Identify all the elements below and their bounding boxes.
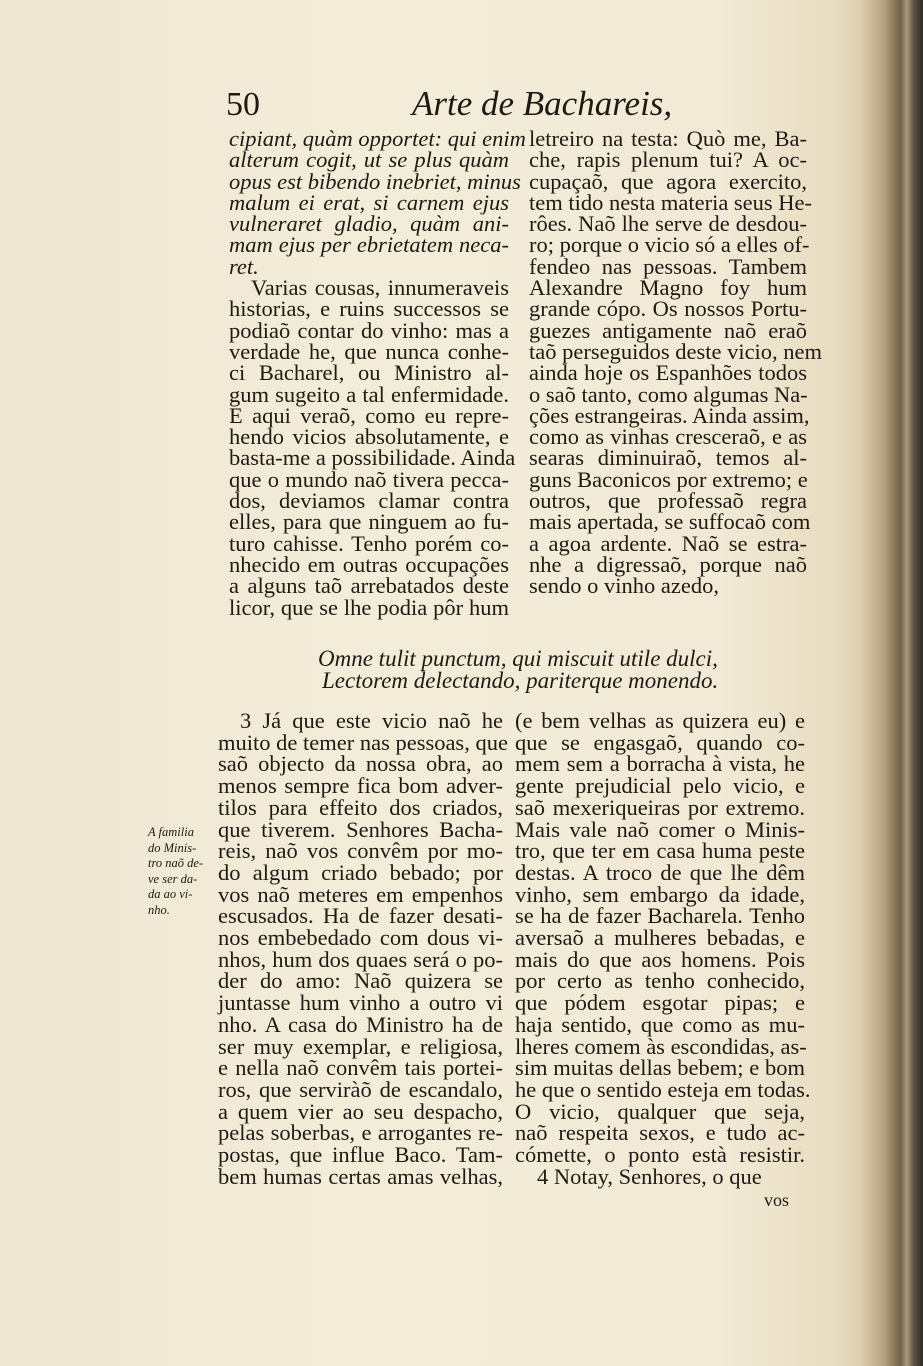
text-line: letreiro na testa: Quò me, Ba- — [529, 126, 807, 151]
page-gutter-shadow — [860, 0, 900, 1366]
text-line: basta-me a possibilidade. Ainda — [229, 445, 516, 471]
text-line: a agoa ardente. Naõ se estra- — [529, 530, 807, 556]
text-line: turo cahisse. Tenho porém co- — [229, 530, 509, 556]
catchword: vos — [764, 1190, 790, 1210]
text-line: malum ei erat, si carnem ejus — [229, 189, 509, 215]
text-line: e nella naõ convêm tais portei- — [218, 1055, 503, 1081]
text-line: a quem vier ao seu despacho, — [218, 1098, 503, 1124]
text-line: historias, e ruins successos se — [229, 296, 509, 322]
text-line: gum sugeito a tal enfermidade. — [229, 381, 509, 407]
text-line: saõ mexeriqueiras por extremo. — [515, 794, 805, 820]
text-line: mem sem a borracha à vista, he — [515, 751, 805, 777]
text-line: outros, que professaõ regra — [529, 488, 807, 514]
text-line: E aqui veraõ, como eu repre- — [229, 402, 509, 428]
margin-note-line: tro naõ de- — [148, 856, 204, 870]
text-line: verdade he, que nunca conhe- — [229, 338, 509, 364]
verse-line: Omne tulit punctum, qui miscuit utile dulci, — [318, 646, 718, 671]
text-line: naõ respeita sexos, e tudo ac- — [515, 1120, 805, 1146]
text-line: Alexandre Magno foy hum — [529, 275, 807, 301]
page-number: 50 — [226, 86, 260, 123]
margin-note — [148, 825, 218, 918]
text-line: der do amo: Naõ quizera se — [218, 968, 503, 994]
text-line: sendo o vinho azedo, — [529, 573, 719, 599]
text-line: ret. — [229, 253, 259, 279]
text-line: O vicio, qualquer que seja, — [515, 1098, 805, 1124]
text-line: mam ejus per ebrietatem neca- — [229, 232, 509, 258]
text-line: ções estrangeiras. Ainda assim, — [529, 402, 810, 428]
text-line: 4 Notay, Senhores, o que — [537, 1163, 762, 1189]
text-line: o saõ tanto, como algumas Na- — [529, 381, 808, 407]
text-line: aversaõ a mulheres bebadas, e — [515, 925, 805, 951]
text-line: cómette, o ponto està resistir. — [515, 1142, 805, 1168]
text-line: nos embebedado com dous vi- — [218, 925, 503, 951]
text-line: pelas soberbas, e arrogantes re- — [218, 1120, 503, 1146]
text-line: destas. A troco de que lhe dêm — [515, 859, 805, 885]
column-left-bottom — [218, 708, 508, 1189]
text-line: reis, naõ vos convêm por mo- — [218, 838, 503, 864]
text-line: como as vinhas cresceraõ, e as — [529, 424, 807, 450]
text-line: mais apertada, se suffocaõ com — [529, 509, 811, 535]
text-line: opus est bibendo inebriet, minus — [229, 168, 521, 194]
margin-note-line: ve ser da- — [148, 871, 198, 886]
text-line: searas diminuiraõ, temos al- — [529, 445, 807, 471]
margin-note-line: nho. — [148, 902, 170, 917]
page-stack-edge — [900, 0, 923, 1366]
text-line: cipiant, quàm opportet: qui enim — [229, 126, 526, 151]
text-line: muito de temer nas pessoas, que — [218, 729, 508, 755]
text-line: guns Baconicos por extremo; e — [529, 466, 808, 492]
text-line: Varias cousas, innumeraveis — [251, 275, 509, 301]
text-line: tem tido nesta materia seus He- — [529, 189, 813, 215]
text-line: guezes antigamente naõ eraõ — [529, 317, 807, 343]
text-line: 3 Já que este vicio naõ he — [240, 708, 503, 733]
column-left-top — [229, 126, 526, 620]
text-line: juntasse hum vinho a outro vi — [218, 990, 503, 1016]
text-line: nho. A casa do Ministro ha de — [218, 1011, 503, 1037]
text-line: dos, deviamos clamar contra — [229, 488, 509, 514]
text-line: che, rapis plenum tui? A oc- — [529, 147, 807, 173]
text-line: nhe a digressaõ, porque naõ — [529, 551, 807, 577]
text-line: bem humas certas amas velhas, — [218, 1163, 503, 1189]
verse-line: Lectorem delectando, pariterque monendo. — [322, 668, 719, 693]
text-line: que o mundo naõ tivera pecca- — [229, 466, 509, 492]
text-line: fendeo nas pessoas. Tambem — [529, 253, 807, 279]
text-line: licor, que se lhe podia pôr hum — [229, 594, 509, 620]
text-line: grande cópo. Os nossos Portu- — [529, 296, 807, 322]
text-line: escusados. Ha de fazer desati- — [218, 903, 503, 929]
text-line: que pódem esgotar pipas; e — [515, 990, 805, 1016]
text-line: ainda hoje os Espanhões todos — [529, 360, 807, 386]
text-line: (e bem velhas as quizera eu) e — [515, 708, 805, 733]
text-line: rôes. Naõ lhe serve de desdou- — [529, 211, 807, 237]
running-title: Arte de Bachareis, — [412, 84, 673, 123]
text-line: tilos para effeito dos criados, — [218, 794, 503, 820]
column-right-top — [529, 126, 823, 599]
text-line: a alguns taõ arrebatados deste — [229, 573, 509, 599]
text-line: gente prejudicial pelo vicio, e — [515, 773, 805, 799]
text-line: do algum criado bebado; por — [218, 859, 503, 885]
text-line: hendo vicios absolutamente, e — [229, 424, 509, 450]
text-line: lheres comem às escondidas, as- — [515, 1033, 807, 1059]
text-line: saõ objecto da nossa obra, ao — [218, 751, 503, 777]
text-line: por certo as tenho conhecido, — [515, 968, 805, 994]
text-line: vinho, sem embargo da idade, — [515, 881, 805, 907]
margin-note-line: da ao vi- — [148, 887, 193, 901]
text-line: postas, que influe Baco. Tam- — [218, 1142, 503, 1168]
text-line: Mais vale naõ comer o Minis- — [515, 816, 805, 842]
text-line: mais do que aos homens. Pois — [515, 946, 805, 972]
margin-note-line: do Minis- — [148, 840, 197, 855]
margin-note-line: A familia — [148, 825, 194, 839]
text-line: tro, que ter em casa huma peste — [515, 838, 805, 864]
text-line: vulneraret gladio, quàm ani- — [229, 211, 509, 237]
text-line: vos naõ meteres em empenhos — [218, 881, 503, 907]
text-line: ro; porque o vicio só a elles of- — [529, 232, 810, 258]
text-line: he que o sentido esteja em todas. — [515, 1076, 811, 1102]
text-line: podiaõ contar do vinho: mas a — [229, 317, 509, 343]
text-line: que se engasgaõ, quando co- — [515, 729, 805, 755]
text-line: cupaçaõ, que agora exercito, — [529, 168, 807, 194]
text-line: haja sentido, que como as mu- — [515, 1011, 805, 1037]
text-line: elles, para que ninguem ao fu- — [229, 509, 509, 535]
text-line: taõ perseguidos deste vicio, nem — [529, 338, 823, 364]
text-line: se ha de fazer Bacharela. Tenho — [515, 903, 805, 929]
text-line: alterum cogit, ut se plus quàm — [229, 147, 509, 173]
text-line: menos sempre fica bom adver- — [218, 773, 503, 799]
text-line: ros, que serviràõ de escandalo, — [218, 1076, 503, 1102]
text-line: sim muitas dellas bebem; e bom — [515, 1055, 805, 1081]
column-right-bottom — [515, 708, 811, 1189]
text-line: nhecido em outras occupações — [229, 551, 509, 577]
text-line: que tiverem. Senhores Bacha- — [218, 816, 503, 842]
text-line: ci Bacharel, ou Ministro al- — [229, 360, 509, 386]
text-line: ser muy exemplar, e religiosa, — [218, 1033, 503, 1059]
text-line: nhos, hum dos quaes será o po- — [218, 946, 503, 972]
